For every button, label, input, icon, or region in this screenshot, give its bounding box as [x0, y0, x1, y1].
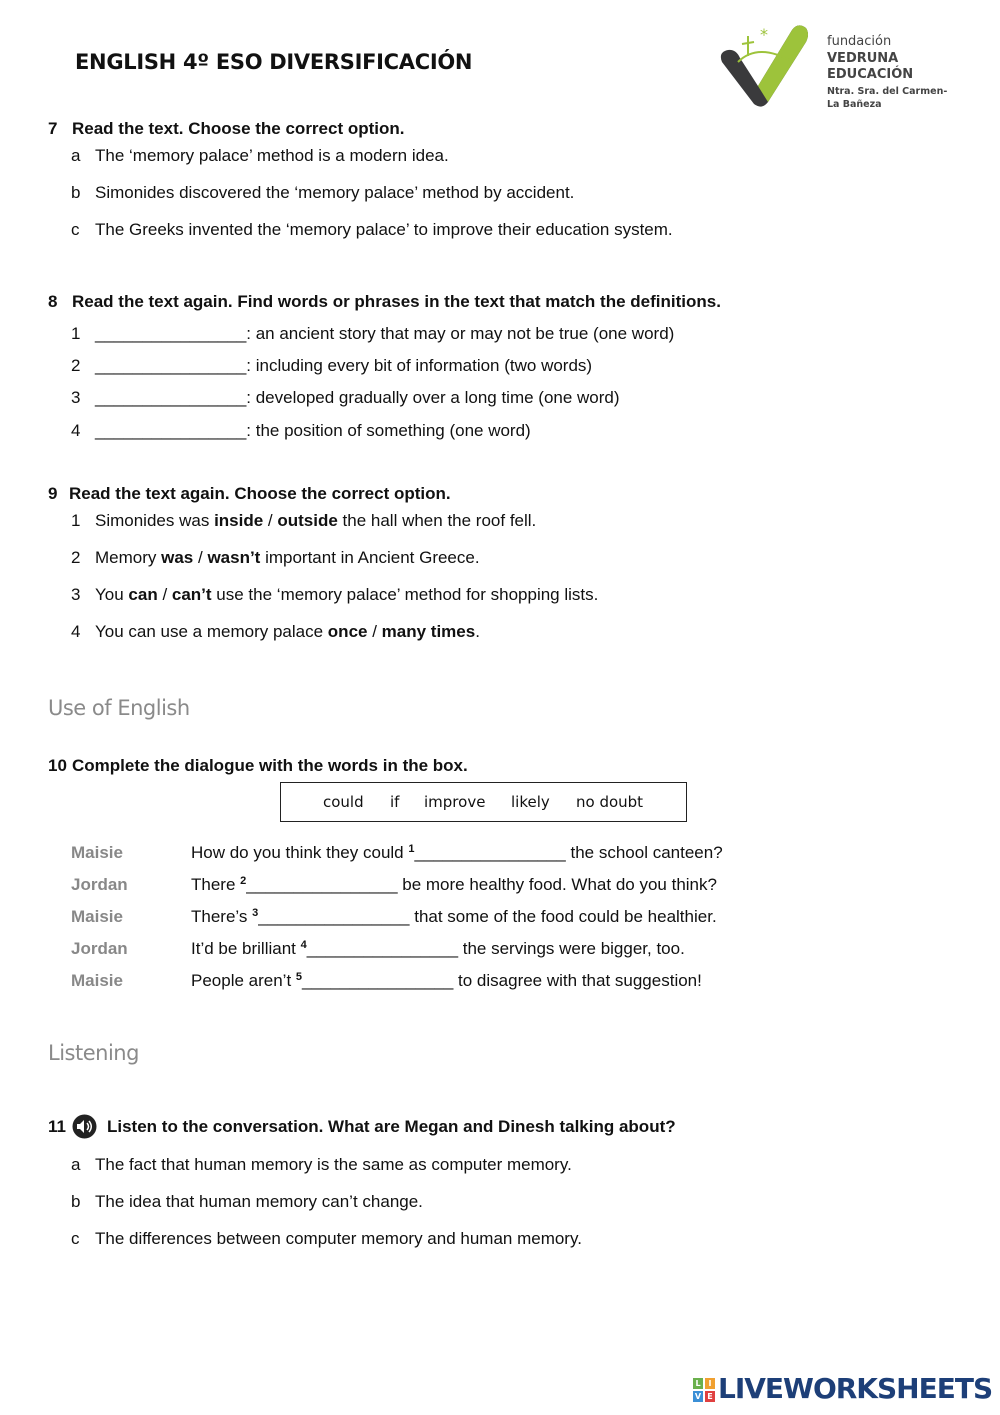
- text: important in Ancient Greece.: [260, 548, 480, 567]
- option-letter: c: [71, 1229, 80, 1248]
- option-letter: c: [71, 220, 80, 239]
- definition-blank[interactable]: ________________: including every bit of information (two words): [95, 356, 593, 375]
- logo-line: EDUCACIÓN: [827, 67, 914, 82]
- option-text[interactable]: The Greeks invented the ‘memory palace’ to improve their education system.: [95, 220, 673, 239]
- dialogue-line: [191, 939, 685, 959]
- text: You can use a memory palace: [95, 622, 328, 641]
- badge-letter: E: [705, 1391, 715, 1402]
- gap-blank[interactable]: ________________ that some of the food could be healthier.: [258, 907, 717, 926]
- text: Memory: [95, 548, 162, 567]
- svg-text:*: *: [760, 25, 768, 44]
- choice-sentence: [95, 548, 480, 568]
- gap-number: 1: [408, 843, 415, 855]
- speaker-name: Jordan: [71, 939, 128, 958]
- item-number: 2: [71, 548, 81, 567]
- exercise-number: 7: [48, 119, 58, 138]
- option-text[interactable]: Simonides discovered the ‘memory palace’ method by accident.: [95, 183, 575, 202]
- definition-blank[interactable]: ________________: the position of something (one word): [95, 421, 531, 440]
- text: .: [475, 622, 480, 641]
- text: It’d be brilliant: [191, 939, 301, 958]
- box-word: could: [323, 793, 364, 811]
- text: How do you think they could: [191, 843, 409, 862]
- text: There’s: [191, 907, 253, 926]
- speaker-name: Maisie: [71, 971, 123, 990]
- box-word: improve: [424, 793, 486, 811]
- item-number: 1: [71, 511, 81, 530]
- exercise-number: 9: [48, 484, 58, 503]
- item-number: 4: [71, 421, 81, 440]
- option-letter: a: [71, 146, 81, 165]
- exercise-instruction: Read the text. Choose the correct option.: [72, 119, 405, 138]
- gap-number: 5: [295, 971, 303, 983]
- exercise-number: 10: [48, 756, 67, 775]
- option-text[interactable]: The differences between computer memory and human memory.: [95, 1229, 582, 1248]
- choice-option[interactable]: can: [128, 585, 158, 604]
- badge-letter: L: [693, 1378, 703, 1389]
- logo-line: La Bañeza: [827, 99, 882, 110]
- definition-blank[interactable]: ________________: developed gradually over a long time (one word): [95, 388, 620, 407]
- choice-option[interactable]: can’t: [171, 585, 212, 604]
- item-number: 1: [71, 324, 81, 343]
- audio-icon[interactable]: [72, 1114, 97, 1139]
- option-text[interactable]: The fact that human memory is the same as computer memory.: [95, 1155, 572, 1174]
- gap-blank[interactable]: ________________ to disagree with that suggestion!: [302, 971, 702, 990]
- exercise-instruction: Complete the dialogue with the words in the box.: [72, 756, 468, 775]
- choice-option[interactable]: once: [327, 622, 368, 641]
- gap-blank[interactable]: ________________ the school canteen?: [414, 843, 723, 862]
- exercise-instruction: Read the text again. Find words or phrases in the text that match the definitions.: [72, 292, 721, 311]
- section-heading-use-of-english: Use of English: [48, 696, 190, 720]
- option-letter: b: [71, 183, 81, 202]
- option-text[interactable]: The ‘memory palace’ method is a modern idea.: [95, 146, 449, 165]
- box-word: no doubt: [576, 793, 644, 811]
- option-letter: b: [71, 1192, 81, 1211]
- choice-option[interactable]: outside: [277, 511, 338, 530]
- exercise-instruction: Read the text again. Choose the correct option.: [69, 484, 451, 503]
- option-letter: a: [71, 1155, 81, 1174]
- gap-blank[interactable]: ________________ the servings were bigger, too.: [306, 939, 685, 958]
- item-number: 4: [71, 622, 81, 641]
- badge-letter: I: [705, 1378, 715, 1389]
- box-word: if: [390, 793, 400, 811]
- vedruna-v-icon: [718, 22, 813, 110]
- choice-option[interactable]: inside: [214, 511, 264, 530]
- dialogue-line: [191, 907, 717, 927]
- section-heading-listening: Listening: [48, 1041, 139, 1065]
- gap-number: 3: [252, 907, 259, 919]
- choice-option[interactable]: many times: [381, 622, 476, 641]
- page-title: ENGLISH 4º ESO DIVERSIFICACIÓN: [75, 50, 473, 74]
- item-number: 2: [71, 356, 81, 375]
- option-text[interactable]: The idea that human memory can’t change.: [95, 1192, 423, 1211]
- choice-option[interactable]: was: [161, 548, 194, 567]
- liveworksheets-wordmark: LIVEWORKSHEETS: [718, 1372, 993, 1405]
- word-box: [280, 782, 687, 822]
- text: the hall when the roof fell.: [337, 511, 537, 530]
- definition-blank[interactable]: ________________: an ancient story that may or may not be true (one word): [95, 324, 675, 343]
- speaker-name: Jordan: [71, 875, 128, 894]
- live-badge-icon: [693, 1378, 715, 1402]
- choice-sentence: [95, 622, 480, 642]
- gap-number: 4: [300, 939, 307, 951]
- logo-line: VEDRUNA: [827, 51, 899, 66]
- text: People aren’t: [191, 971, 296, 990]
- separator: /: [263, 511, 278, 530]
- exercise-number: 11: [48, 1117, 66, 1136]
- text: There: [191, 875, 241, 894]
- text: Simonides was: [95, 511, 215, 530]
- separator: /: [193, 548, 208, 567]
- choice-sentence: [95, 511, 536, 531]
- exercise-instruction: Listen to the conversation. What are Megan and Dinesh talking about?: [107, 1117, 676, 1136]
- logo-line: fundación: [827, 34, 892, 49]
- choice-sentence: [95, 585, 598, 605]
- item-number: 3: [71, 388, 81, 407]
- speaker-name: Maisie: [71, 907, 123, 926]
- text: use the ‘memory palace’ method for shopping lists.: [211, 585, 599, 604]
- logo-line: Ntra. Sra. del Carmen-: [827, 86, 948, 97]
- gap-blank[interactable]: ________________ be more healthy food. What do you think?: [246, 875, 717, 894]
- separator: /: [157, 585, 172, 604]
- speaker-name: Maisie: [71, 843, 123, 862]
- item-number: 3: [71, 585, 81, 604]
- gap-number: 2: [240, 875, 247, 887]
- dialogue-line: [191, 843, 723, 863]
- badge-letter: V: [694, 1392, 702, 1401]
- separator: /: [367, 622, 382, 641]
- dialogue-line: [191, 971, 702, 991]
- box-word: likely: [511, 793, 550, 811]
- text: You: [95, 585, 129, 604]
- exercise-number: 8: [48, 292, 58, 311]
- dialogue-line: [191, 875, 717, 895]
- choice-option[interactable]: wasn’t: [207, 548, 261, 567]
